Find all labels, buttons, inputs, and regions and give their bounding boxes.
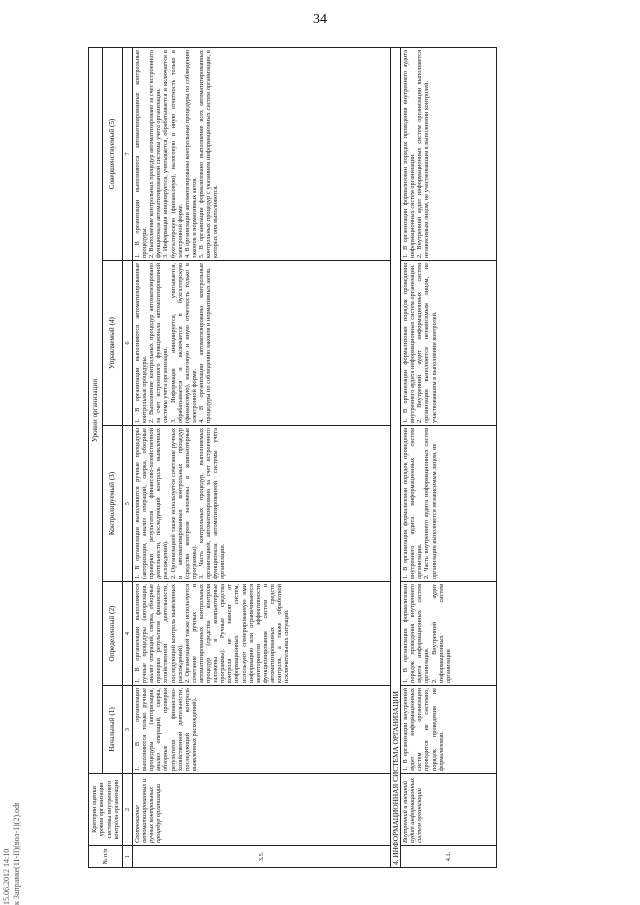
header-levels-title: Уровни организации: [89, 48, 103, 774]
assessment-table: [88, 47, 497, 868]
row-criteria: Внутренний и внешний аудит информационных систем организации: [401, 774, 497, 846]
row-number: 4.1.: [401, 846, 497, 868]
section-title: 4. ИНФОРМАЦИОННАЯ СИСТЕМА ОРГАНИЗАЦИИ: [391, 48, 401, 868]
level-5-cell: 1. В организации выполняются автоматизированные контрольные процедуры. 2. Выполнение контрольных процедур автоматизировано за счет встроенного функционала автоматизированной системы учета организации. 3. Информация инициируется, учитывается, обрабатывается и включается в бухгалтерскую (финансовую), налоговую и иную отчетность только в электронной форме. 4. В организации автоматизированы контрольные процедуры по соблюдению законов и нормативных актов. 5. В организации формализовано выполнение всех автоматизированных контрольных процедур с указанием информационных систем организации, в которых они выполняются.: [133, 48, 391, 261]
header-level-2: Определенный (2): [103, 582, 123, 686]
level-4-cell: 1. В организации формализован порядок проведения внутреннего аудита информационных систем организации. 2. Внутренний аудит информационных систем организации выполняется независимым лицом, не участвовавшим в выполнении контролей.: [401, 261, 497, 426]
col-number: 2: [123, 774, 133, 846]
col-number: 1: [123, 846, 133, 868]
section-row: [391, 48, 401, 868]
header-level-3: Контролируемый (3): [103, 426, 123, 582]
row-number: 3.5.: [133, 846, 391, 868]
file-stamp: [2, 803, 22, 905]
level-1-cell: 1. В организации выполняются только ручные процедуры (авторизация, анализ операций, сверка, обзорные проверки результатов финансово-хозяйственной деятельности, последующий контроль выявленных расхождений).: [133, 686, 391, 774]
col-number: 7: [123, 48, 133, 261]
page-number: 34: [313, 12, 327, 27]
file-stamp-date: 15.06.2012 14:10: [2, 848, 11, 905]
level-3-cell: 1. В организации выполняются ручные процедуры (авторизация, анализ операций, сверка, обзорные проверки результатов финансово-хозяйственной деятельности, последующий контроль выявленных расхождений). 2. Организацией также используется сочетание ручных и автоматизированных контрольных процедур (средства контроля заложены в компьютерные программы). 3. Часть контрольных процедур, выполняемых организацией, автоматизирована за счет встроенного функционала автоматизированной системы учета организации.: [133, 426, 391, 582]
table-row-3-5: [133, 48, 391, 868]
header-num: № п/п: [89, 846, 123, 868]
level-1-cell: 1. В организации внутренний аудит информационных систем организации проводится не системно, порядок проведения не формализован.: [401, 686, 497, 774]
col-number: 5: [123, 426, 133, 582]
table-row-4-1: [401, 48, 497, 868]
col-number: 4: [123, 582, 133, 686]
file-stamp-file: к Заправке(11-II)(вол-1)(2).odt: [12, 802, 21, 905]
level-3-cell: 1. В организации формализован порядок проведения внутреннего аудита информационных систем организации. 2. Часть внутреннего аудита информационных систем организации выполняется независимым лицом, не: [401, 426, 497, 582]
header-level-4: Управляемый (4): [103, 261, 123, 426]
col-number: 3: [123, 686, 133, 774]
row-criteria: Соотношение автоматизированных и ручных контрольных процедур организации: [133, 774, 391, 846]
col-number: 6: [123, 261, 133, 426]
level-4-cell: 1. В организации выполняются автоматизированные контрольные процедуры. 2. Выполнение контрольных процедур автоматизировано за счет встроенного функционала автоматизированной системы учета организации. 3. Информация инициируется, учитывается, обрабатывается и включается в бухгалтерскую (финансовую), налоговую и иную отчетность только в электронной форме. 4. В организации автоматизированы контрольные процедуры по соблюдению законов и нормативных актов.: [133, 261, 391, 426]
level-5-cell: 1. В организации формализован порядок проведения внутреннего аудита информационных систем организации. 2. Внутренний аудит информационных систем организации выполняется независимым лицом, не участвовавшим в выполнении контролей.: [401, 48, 497, 261]
level-2-cell: 1. В организации формализован порядок проведения внутреннего аудита информационных систем организации. 2. Внутренний аудит информационных систем организации: [401, 582, 497, 686]
rotated-table-sheet: [88, 48, 598, 868]
header-level-1: Начальный (1): [103, 686, 123, 774]
level-2-cell: 1. В организации выполняются ручные процедуры (авторизация, анализ операций, сверка, обзорные проверки результатов финансово-хозяйственной деятельности, последующий контроль выявленных расхождений). 2. Организацией также используется сочетание ручных и автоматизированных контрольных процедур (средства контроля заложены в компьютерные программы). Ручные средства контроля не зависят от информационных систем, используют сгенерированную ими информацию или ограничиваются мониторингом эффективности функционирования систем и автоматизированных средств контроля, а также обработкой исключительных ситуаций.: [133, 582, 391, 686]
header-level-5: Совершенствуемый (5): [103, 48, 123, 261]
header-criteria: Критерии оценки уровня организации системы внутреннего контроля организации: [89, 774, 123, 846]
